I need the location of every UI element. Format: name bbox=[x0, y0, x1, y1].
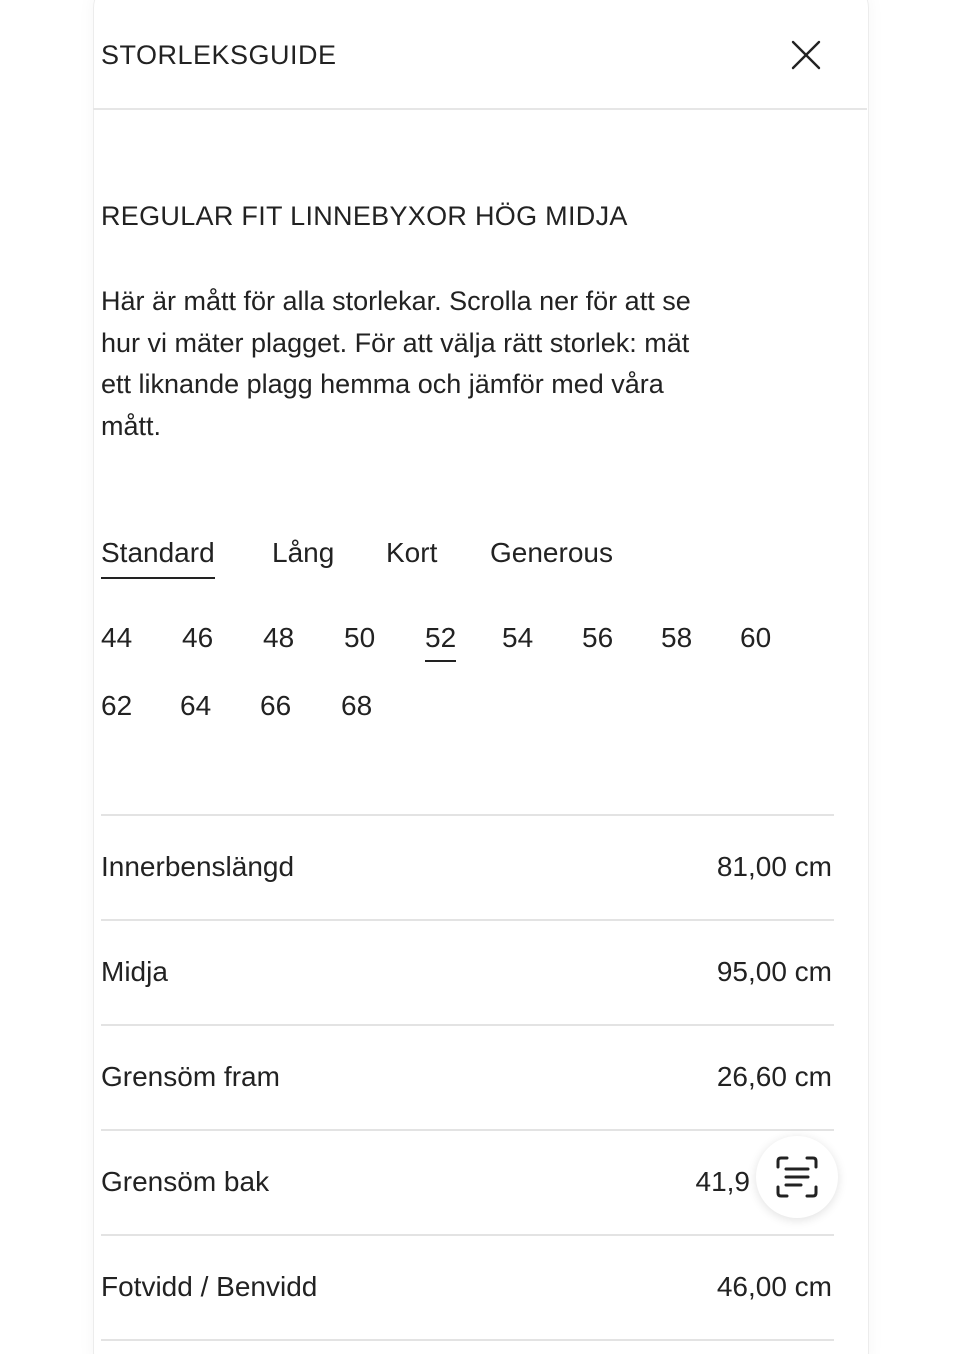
size-option-66[interactable]: 66 bbox=[260, 690, 292, 721]
close-icon bbox=[789, 38, 823, 72]
tab-kort[interactable]: Kort bbox=[386, 537, 438, 568]
measurements-table bbox=[101, 814, 834, 1341]
measurement-label: Fotvidd / Benvidd bbox=[101, 1271, 318, 1302]
intro-line: ett liknande plagg hemma och jämför med våra bbox=[101, 369, 664, 399]
measurement-label: Innerbenslängd bbox=[101, 851, 295, 882]
size-option-50[interactable]: 50 bbox=[344, 622, 376, 653]
size-option-54[interactable]: 54 bbox=[502, 622, 534, 653]
text-scan-icon bbox=[775, 1155, 819, 1199]
measurement-label: Grensöm bak bbox=[101, 1166, 270, 1197]
size-option-46[interactable]: 46 bbox=[182, 622, 214, 653]
measurement-value: 26,60 cm bbox=[716, 1061, 832, 1092]
text-scan-button[interactable] bbox=[756, 1136, 838, 1218]
measurement-label: Midja bbox=[101, 956, 168, 987]
size-option-52[interactable]: 52 bbox=[425, 622, 457, 653]
size-option-60[interactable]: 60 bbox=[740, 622, 772, 653]
size-option-58[interactable]: 58 bbox=[661, 622, 693, 653]
measurement-value: 41,9 bbox=[695, 1166, 750, 1197]
size-option-62[interactable]: 62 bbox=[101, 690, 133, 721]
page-title: STORLEKSGUIDE bbox=[101, 40, 337, 70]
size-option-64[interactable]: 64 bbox=[180, 690, 212, 721]
size-option-44[interactable]: 44 bbox=[101, 622, 133, 653]
intro-line: hur vi mäter plagget. För att välja rätt storlek: mät bbox=[101, 327, 690, 358]
measurement-label: Grensöm fram bbox=[101, 1061, 280, 1092]
size-option-68[interactable]: 68 bbox=[341, 690, 373, 721]
close-button[interactable] bbox=[789, 38, 823, 72]
measurement-value: 95,00 cm bbox=[716, 956, 832, 987]
tab-lang[interactable]: Lång bbox=[272, 537, 335, 568]
table-row bbox=[101, 1024, 834, 1129]
intro-line: Här är mått för alla storlekar. Scrolla ner för att se bbox=[101, 286, 691, 316]
product-title: REGULAR FIT LINNEBYXOR HÖG MIDJA bbox=[101, 201, 628, 231]
size-guide-header bbox=[93, 0, 867, 110]
size-option-56[interactable]: 56 bbox=[582, 622, 614, 653]
intro-text bbox=[101, 281, 831, 447]
table-row bbox=[101, 1234, 834, 1341]
tab-generous[interactable]: Generous bbox=[490, 537, 613, 568]
table-row bbox=[101, 814, 834, 919]
intro-line: mått. bbox=[101, 410, 162, 441]
measurement-value: 81,00 cm bbox=[716, 851, 832, 882]
table-row bbox=[101, 1129, 834, 1234]
tab-standard[interactable]: Standard bbox=[101, 537, 215, 568]
table-row bbox=[101, 919, 834, 1024]
size-option-48[interactable]: 48 bbox=[263, 622, 295, 653]
measurement-value: 46,00 cm bbox=[716, 1271, 832, 1302]
